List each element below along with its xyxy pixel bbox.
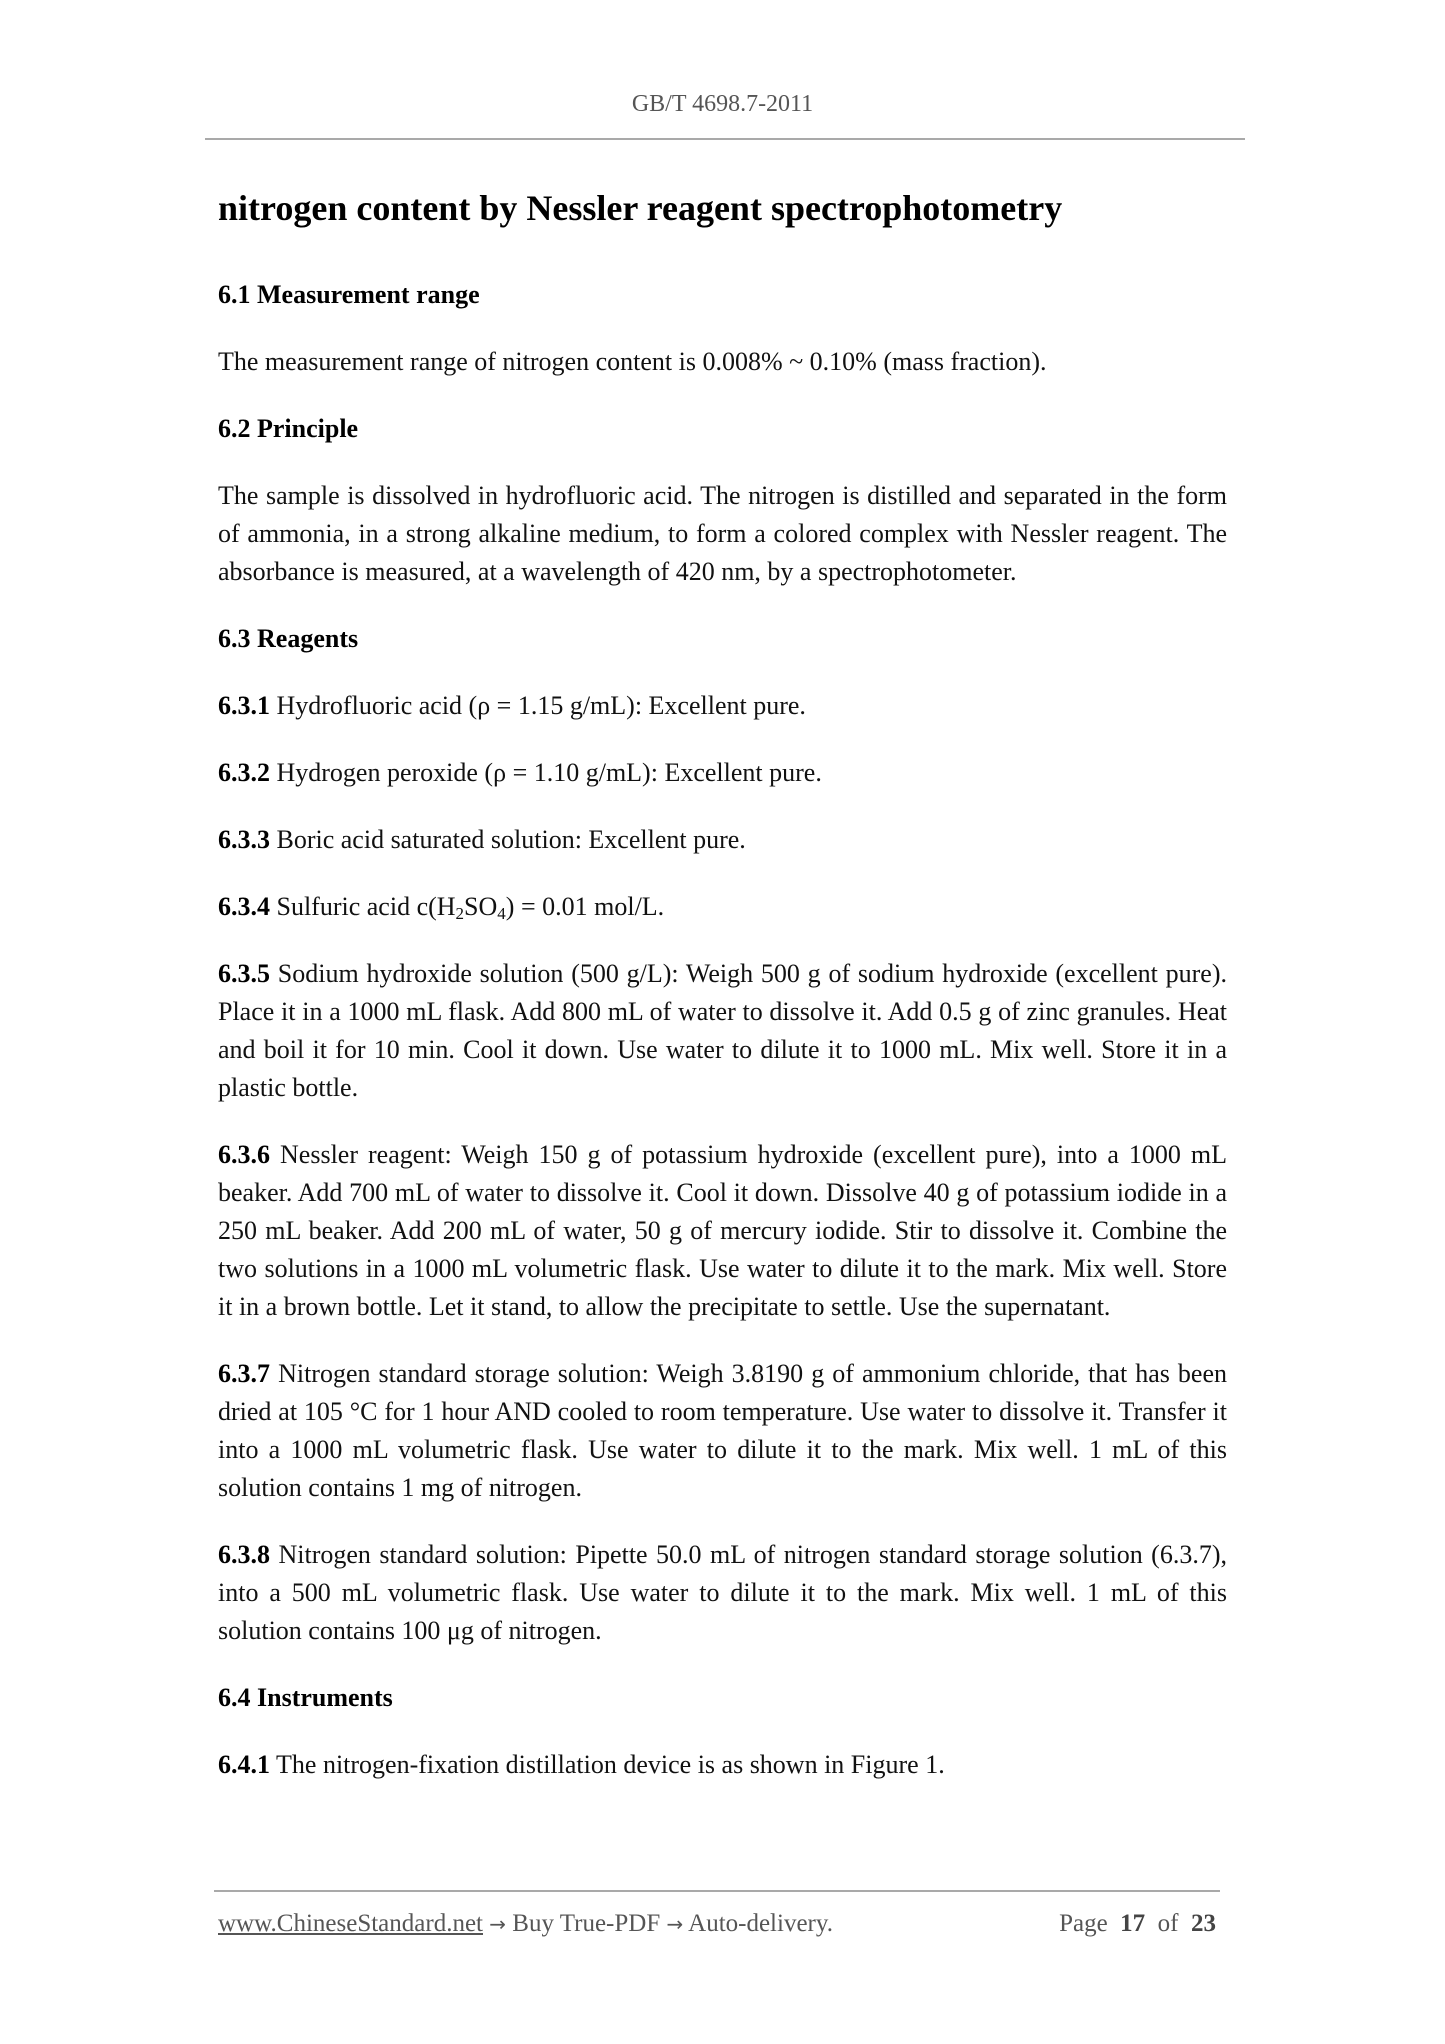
clause-number: 6.3.8 [218,1540,270,1569]
reagent-item [218,955,1227,1107]
reagent-item [218,754,1227,792]
clause-number: 6.3.3 [218,825,270,854]
clause-text: Hydrogen peroxide (ρ = 1.10 g/mL): Excellent pure. [276,758,822,787]
heading-6-2: 6.2 Principle [218,414,359,443]
clause-number: 6.3.5 [218,959,270,988]
clause-number: 6.3.7 [218,1359,270,1388]
instrument-item [218,1746,1227,1784]
reagent-item [218,687,1227,725]
clause-text: The nitrogen-fixation distillation device is as shown in Figure 1. [276,1750,945,1779]
header-divider [205,138,1245,140]
clause-text: SO [464,892,498,921]
document-body [218,276,1227,1813]
page-total: 23 [1191,1910,1216,1937]
arrow-right-icon: → [489,1912,507,1936]
clause-text: Hydrofluoric acid (ρ = 1.15 g/mL): Excellent pure. [276,691,806,720]
heading-6-4: 6.4 Instruments [218,1683,393,1712]
clause-text: Nitrogen standard storage solution: Weigh 3.8190 g of ammonium chloride, that has been dried at 105 °C for 1 hour AND cooled to room temperature. Use water to dissolve it. Transfer it into a 1000 mL volumetric flask. Use water to dilute it to the mark. Mix well. 1 mL of this solution contains 1 mg of nitrogen. [218,1359,1228,1502]
reagent-item [218,888,1227,926]
reagent-item [218,1536,1227,1650]
running-header-doc-id: GB/T 4698.7-2011 [631,91,814,117]
buy-text: Buy True-PDF [512,1910,661,1937]
clause-number: 6.3.2 [218,758,270,787]
clause-number: 6.3.1 [218,691,270,720]
clause-text: Boric acid saturated solution: Excellent pure. [276,825,746,854]
clause-number: 6.4.1 [218,1750,270,1779]
clause-number: 6.3.4 [218,892,270,921]
subscript: 4 [497,904,506,923]
website-link[interactable]: www.ChineseStandard.net [218,1910,483,1937]
footer-promo [218,1909,833,1939]
page-of-label: of [1157,1910,1179,1937]
reagent-item [218,1136,1227,1326]
paragraph-principle: The sample is dissolved in hydrofluoric acid. The nitrogen is distilled and separated in the form of ammonia, in a strong alkaline medium, to form a colored complex with Nessler reagent. The absorbance is measured, at a wavelength of 420 nm, by a spectrophotometer. [218,481,1227,586]
reagent-item [218,1355,1227,1507]
clause-text: Nitrogen standard solution: Pipette 50.0 mL of nitrogen standard storage solution (6.3.7), into a 500 mL volumetric flask. Use water to dilute it to the mark. Mix well. 1 mL of this solution contains 100 μg of nitrogen. [218,1540,1228,1645]
page-footer [218,1909,1216,1939]
footer-divider [214,1890,1220,1892]
heading-6-3: 6.3 Reagents [218,624,359,653]
delivery-text: Auto-delivery. [688,1910,834,1937]
heading-6-1: 6.1 Measurement range [218,280,480,309]
clause-text: Sodium hydroxide solution (500 g/L): Weigh 500 g of sodium hydroxide (excellent pure). Place it in a 1000 mL flask. Add 800 mL of water to dissolve it. Add 0.5 g of zinc granules. Heat and boil it for 10 min. Cool it down. Use water to dilute it to 1000 mL. Mix well. Store it in a plastic bottle. [218,959,1228,1102]
page-current: 17 [1120,1910,1146,1937]
clause-text: Sulfuric acid c(H [276,892,456,921]
clause-number: 6.3.6 [218,1140,270,1169]
page-title: nitrogen content by Nessler reagent spectrophotometry [218,188,1063,228]
reagent-item [218,821,1227,859]
clause-text: ) = 0.01 mol/L. [505,892,665,921]
page-label: Page [1059,1910,1108,1937]
clause-text: Nessler reagent: Weigh 150 g of potassium hydroxide (excellent pure), into a 1000 mL beaker. Add 700 mL of water to dissolve it. Cool it down. Dissolve 40 g of potassium iodide in a 250 mL beaker. Add 200 mL of water, 50 g of mercury iodide. Stir to dissolve it. Combine the two solutions in a 1000 mL volumetric flask. Use water to dilute it to the mark. Mix well. Store it in a brown bottle. Let it stand, to allow the precipitate to settle. Use the supernatant. [218,1140,1228,1321]
page-indicator [1059,1909,1216,1939]
arrow-right-icon: → [666,1912,684,1936]
subscript: 2 [455,904,465,923]
paragraph-measurement-range: The measurement range of nitrogen content is 0.008% ~ 0.10% (mass fraction). [218,347,1047,376]
